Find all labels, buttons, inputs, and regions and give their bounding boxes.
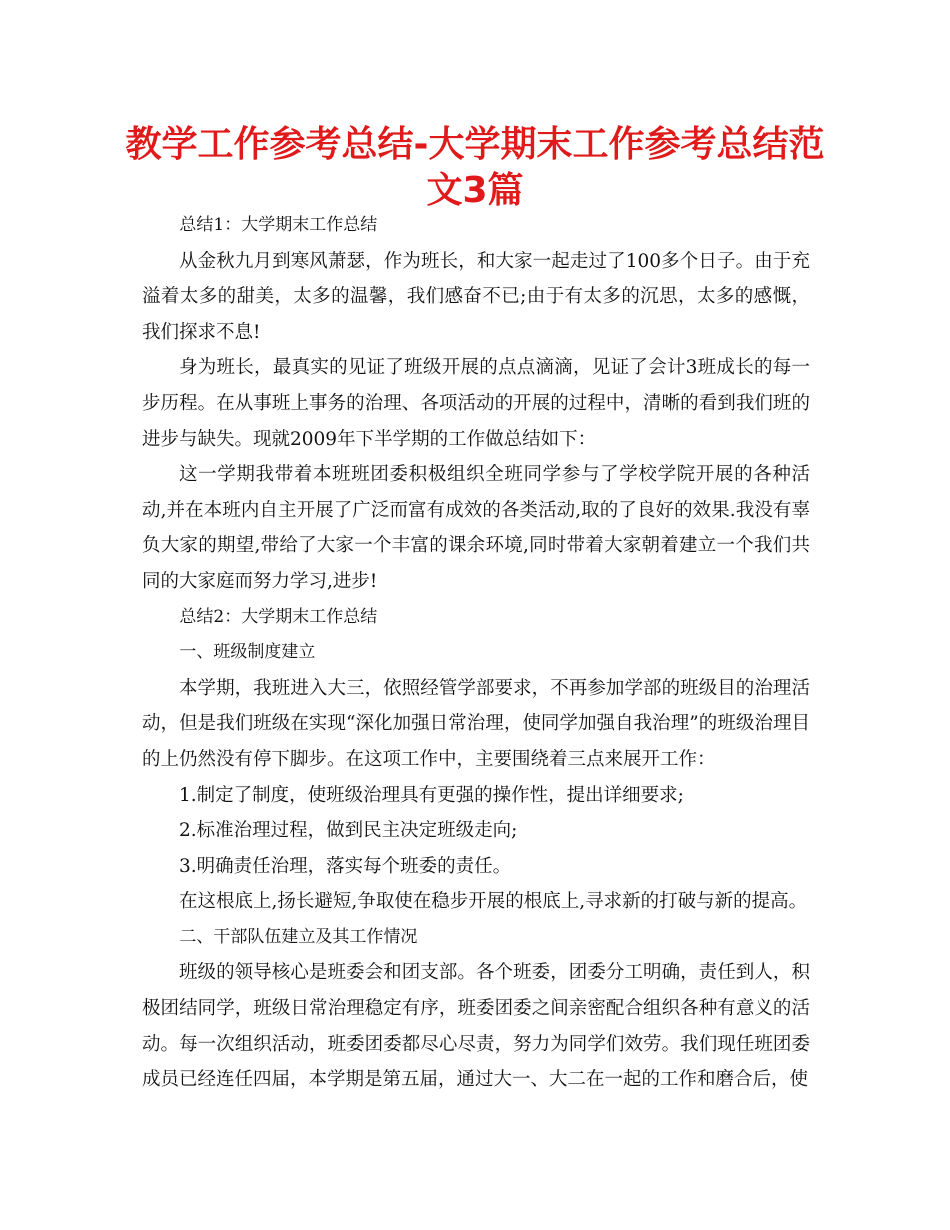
paragraph: 本学期，我班进入大三，依照经管学部要求，不再参加学部的班级目的治理活动，但是我们班级在实现“深化加强日常治理，使同学加强自我治理”的班级治理目的上仍然没有停下脚步。在这项工作中，主要围绕着三点来展开工作： — [142, 677, 810, 770]
paragraph: 身为班长，最真实的见证了班级开展的点点滴滴，见证了会计3班成长的每一步历程。在从事班上事务的治理、各项活动的开展的过程中，清晰的看到我们班的进步与缺失。现就2009年下半学期的工作做总结如下： — [142, 357, 810, 450]
paragraph: 这一学期我带着本班班团委积极组织全班同学参与了学校学院开展的各种活动,并在本班内自主开展了广泛而富有成效的各类活动,取的了良好的效果.我没有辜负大家的期望,带给了大家一个丰富的课余环境,同时带着大家朝着建立一个我们共同的大家庭而努力学习,进步! — [142, 464, 810, 592]
section-heading: 一、班级制度建立 — [179, 642, 316, 663]
section-heading: 总结1：大学期末工作总结 — [179, 215, 378, 235]
paragraph: 从金秋九月到寒风萧瑟，作为班长，和大家一起走过了100多个日子。由于充溢着太多的甜美，太多的温馨，我们感奋不已;由于有太多的沉思，太多的感慨，我们探求不息! — [142, 250, 810, 343]
paragraph: 班级的领导核心是班委会和团支部。各个班委，团委分工明确，责任到人，积极团结同学，班级日常治理稳定有序，班委团委之间亲密配合组织各种有意义的活动。每一次组织活动，班委团委都尽心尽责，努力为同学们效劳。我们现任班团委成员已经连任四届，本学期是第五届，通过大一、大二在一起的工作和磨合后，使 — [142, 962, 810, 1091]
document-title: 教学工作参考总结-大学期末工作参考总结范文3篇 — [125, 124, 825, 211]
document-body — [142, 208, 810, 1098]
paragraph: 3.明确责任治理，落实每个班委的责任。 — [179, 855, 512, 877]
paragraph: 1.制定了制度，使班级治理具有更强的操作性，提出详细要求; — [179, 784, 684, 806]
paragraph: 在这根底上,扬长避短,争取使在稳步开展的根底上,寻求新的打破与新的提高。 — [179, 891, 808, 913]
section-heading: 二、干部队伍建立及其工作情况 — [179, 926, 418, 947]
section-heading: 总结2：大学期末工作总结 — [179, 606, 378, 627]
paragraph: 2.标准治理过程，做到民主决定班级走向; — [179, 820, 518, 842]
